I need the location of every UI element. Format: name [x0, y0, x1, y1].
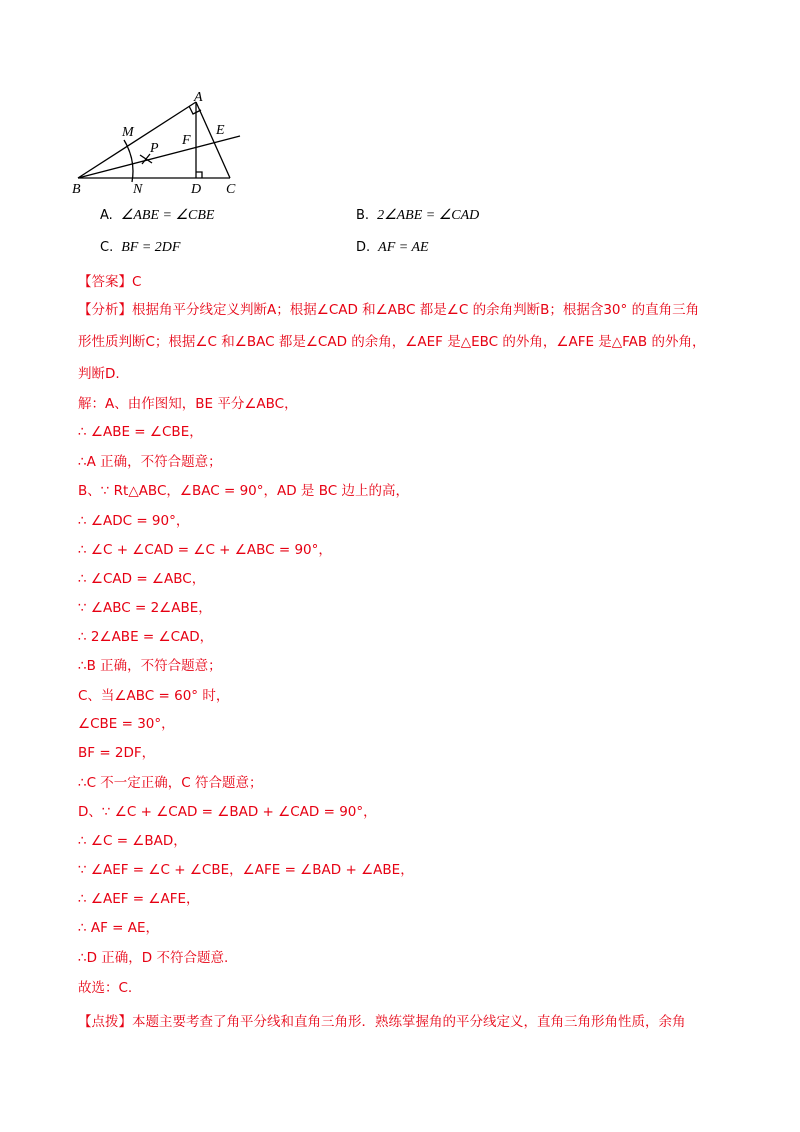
solution-line: ∴ 2∠ABE = ∠CAD，	[78, 629, 214, 645]
right-angle-d	[196, 172, 202, 178]
answer-value: C	[132, 274, 142, 290]
option-b: B. 2∠ABE = ∠CAD	[356, 208, 480, 223]
label-m: M	[122, 125, 134, 140]
solution-line: B、∵ Rt△ABC，∠BAC = 90°，AD 是 BC 边上的高，	[78, 483, 409, 499]
solution-line: ∴C 不一定正确，C 符合题意；	[78, 775, 263, 791]
label-d: D	[191, 182, 202, 196]
label-c: C	[226, 182, 236, 196]
solution-line: ∴ ∠ABE = ∠CBE，	[78, 424, 203, 440]
solution-line: ∴ ∠CAD = ∠ABC，	[78, 571, 206, 587]
analysis-line-1: 【分析】根据角平分线定义判断A；根据∠CAD 和∠ABC 都是∠C 的余角判断B；根据含30° 的直角三角	[78, 302, 700, 318]
answer-line	[78, 272, 141, 292]
geometry-figure	[70, 92, 250, 196]
option-d: D. AF = AE	[356, 240, 429, 255]
label-b: B	[72, 182, 81, 196]
tip-line: 【点拨】本题主要考查了角平分线和直角三角形．熟练掌握角的平分线定义，直角三角形角性质，余角	[78, 1014, 686, 1030]
solution-line: C、当∠ABC = 60° 时，	[78, 688, 230, 704]
solution-line: ∴D 正确，D 不符合题意.	[78, 950, 229, 966]
solution-line: BF = 2DF，	[78, 745, 156, 761]
solution-line: ∵ ∠ABC = 2∠ABE，	[78, 600, 212, 616]
analysis-line-3: 判断D.	[78, 366, 120, 382]
answer-tag: 【答案】	[78, 274, 132, 290]
label-p: P	[150, 141, 159, 156]
solution-line: ∴B 正确，不符合题意；	[78, 658, 222, 674]
label-e: E	[216, 123, 225, 138]
solution-line: 解：A、由作图知，BE 平分∠ABC，	[78, 396, 298, 412]
solution-line: ∴A 正确，不符合题意；	[78, 454, 222, 470]
segment-ba	[78, 102, 196, 178]
triangle-diagram	[70, 92, 250, 196]
solution-line: ∴ ∠C + ∠CAD = ∠C + ∠ABC = 90°，	[78, 542, 332, 558]
tip-tag: 【点拨】	[78, 1014, 132, 1030]
option-c: C. BF = 2DF	[100, 240, 181, 255]
solution-line: ∴ ∠ADC = 90°，	[78, 513, 190, 529]
segment-be	[78, 136, 240, 178]
label-a: A	[194, 92, 203, 105]
solution-line: ∴ ∠AEF = ∠AFE，	[78, 891, 200, 907]
arc-mn	[124, 140, 133, 182]
label-f: F	[182, 133, 191, 148]
solution-line: ∠CBE = 30°，	[78, 716, 175, 732]
analysis-line-2: 形性质判断C；根据∠C 和∠BAC 都是∠CAD 的余角，∠AEF 是△EBC 的外角，∠AFE 是△FAB 的外角，	[78, 334, 706, 350]
solution-line: ∴ AF = AE，	[78, 920, 160, 936]
solution-line: 故选：C.	[78, 980, 133, 996]
option-a: A. ∠ABE = ∠CBE	[100, 208, 215, 223]
label-n: N	[133, 182, 143, 196]
analysis-tag: 【分析】	[78, 302, 132, 318]
solution-line: ∴ ∠C = ∠BAD，	[78, 833, 187, 849]
solution-line: D、∵ ∠C + ∠CAD = ∠BAD + ∠CAD = 90°，	[78, 804, 377, 820]
solution-line: ∵ ∠AEF = ∠C + ∠CBE，∠AFE = ∠BAD + ∠ABE，	[78, 862, 414, 878]
